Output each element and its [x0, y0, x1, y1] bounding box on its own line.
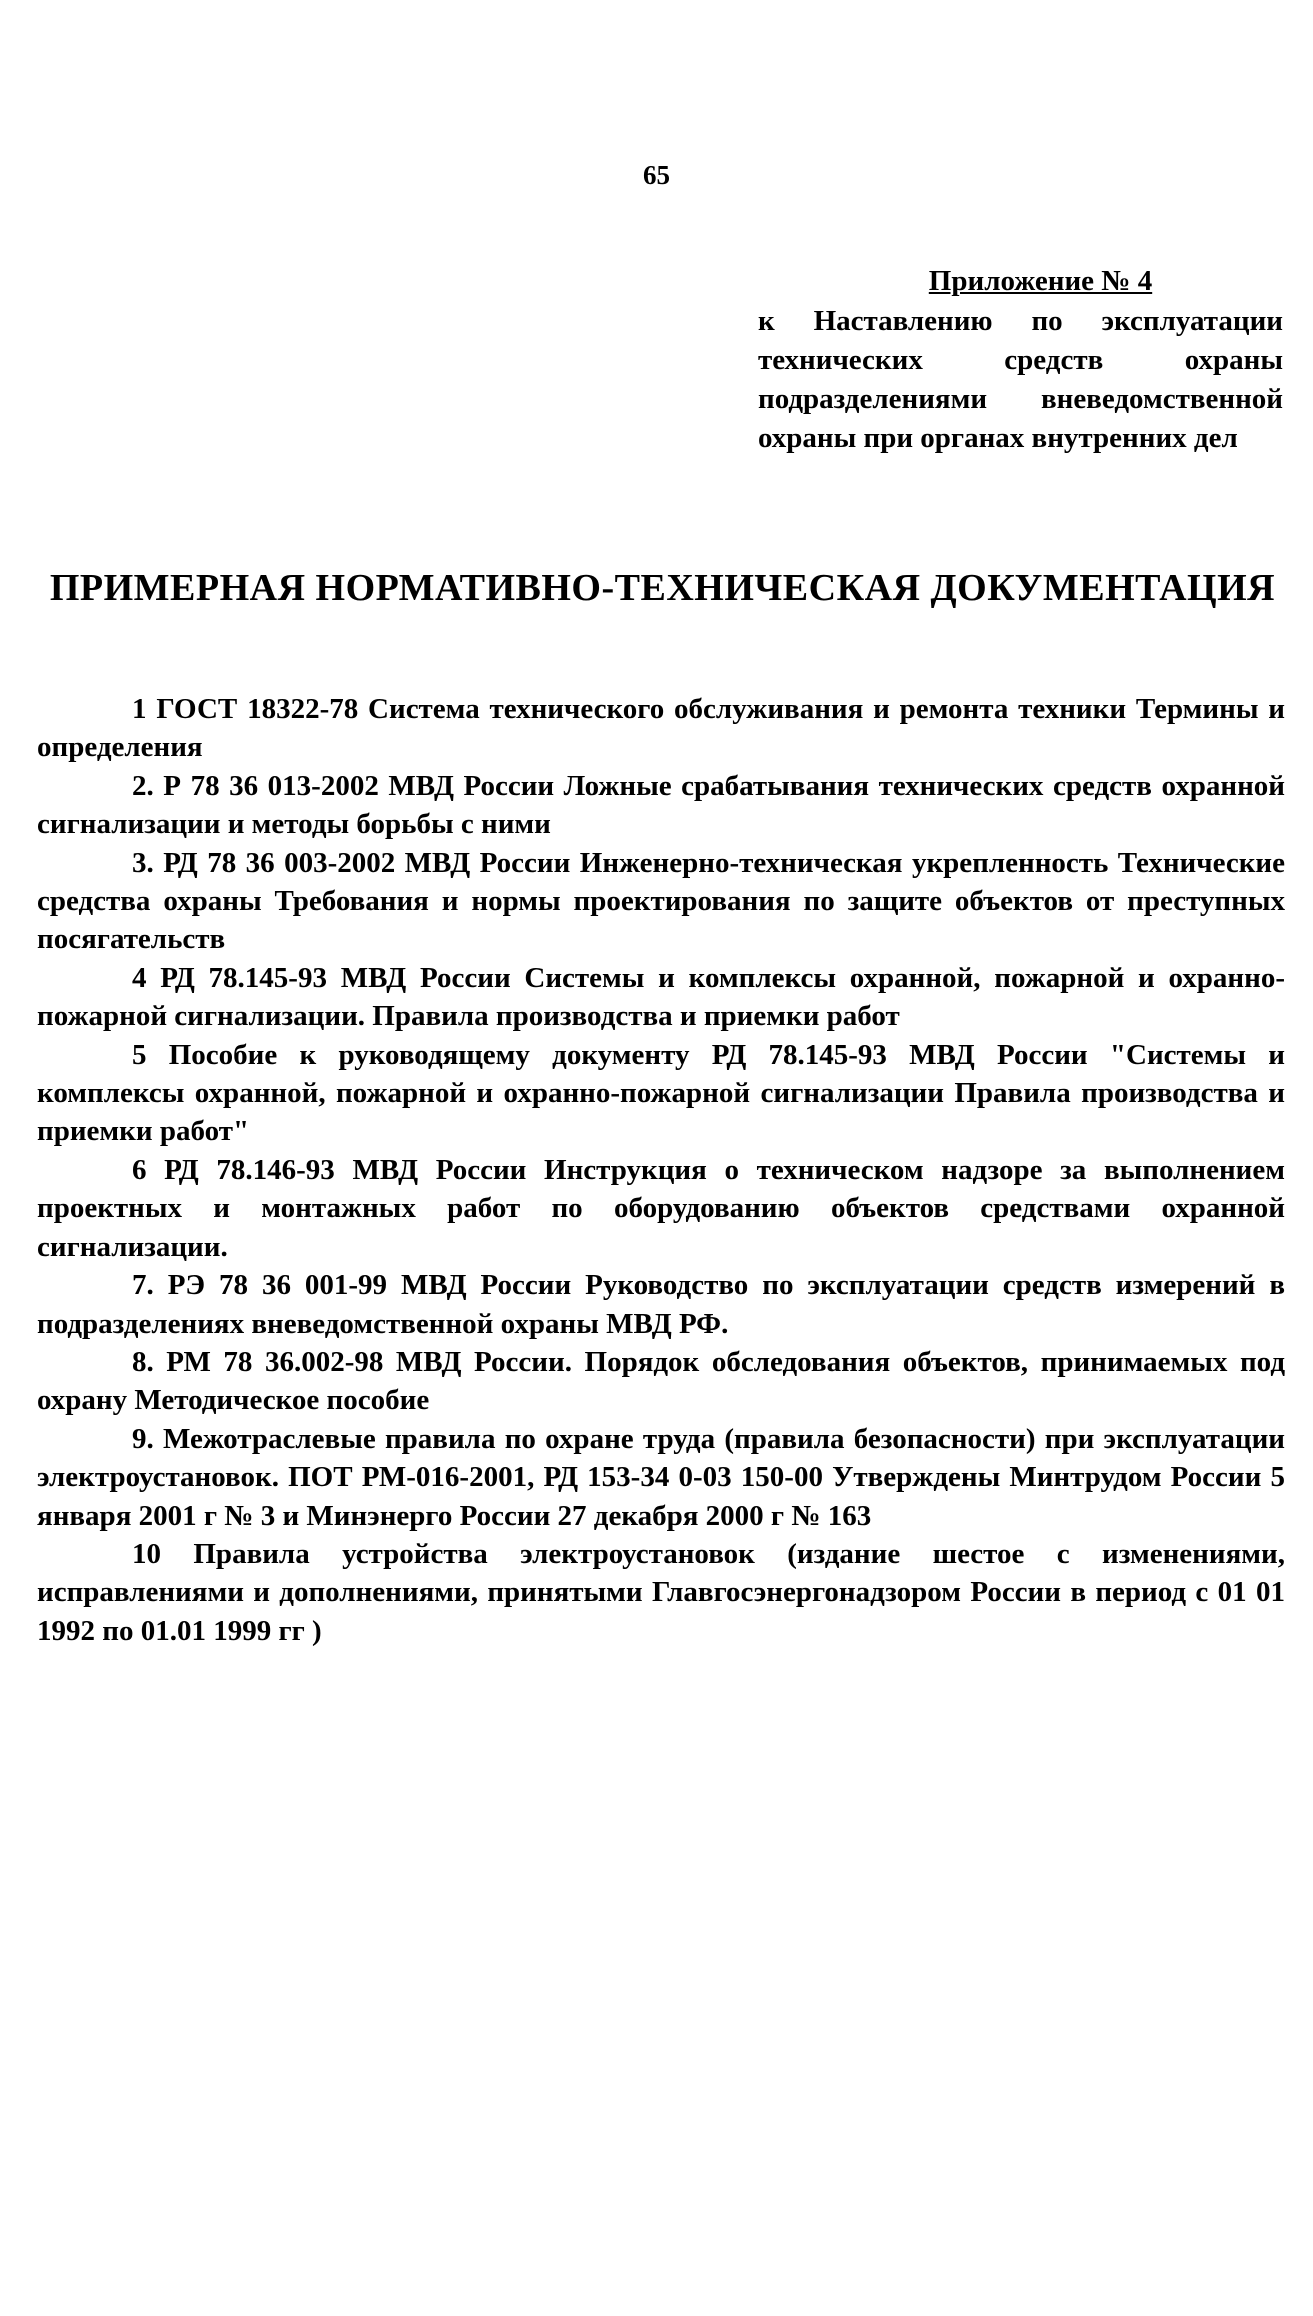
document-list	[37, 690, 1285, 1650]
list-item: 10 Правила устройства электроустановок (издание шестое с изменениями, исправлениями и дополнениями, принятыми Главгосэнергонадзором России в период с 01 01 1992 по 01.01 1999 гг )	[37, 1537, 1285, 1647]
appendix-block	[758, 262, 1283, 458]
list-item: 2. Р 78 36 013-2002 МВД России Ложные срабатывания технических средств охранной сигнализации и методы борьбы с ними	[37, 769, 1285, 841]
document-title: ПРИМЕРНАЯ НОРМАТИВНО-ТЕХНИЧЕСКАЯ ДОКУМЕНТАЦИЯ	[49, 567, 1276, 609]
list-item: 5 Пособие к руководящему документу РД 78.145-93 МВД России "Системы и комплексы охранной, пожарной и охранно-пожарной сигнализации Правила производства и приемки работ"	[37, 1038, 1285, 1148]
list-item: 3. РД 78 36 003-2002 МВД России Инженерно-техническая укрепленность Технические средства охраны Требования и нормы проектирования по защите объектов от преступных посягательств	[37, 846, 1285, 956]
list-item: 8. РМ 78 36.002-98 МВД России. Порядок обследования объектов, принимаемых под охрану Методическое пособие	[37, 1345, 1285, 1417]
list-item: 4 РД 78.145-93 МВД России Системы и комплексы охранной, пожарной и охранно-пожарной сигнализации. Правила производства и приемки работ	[37, 961, 1285, 1033]
list-item: 7. РЭ 78 36 001-99 МВД России Руководство по эксплуатации средств измерений в подразделениях вневедомственной охраны МВД РФ.	[37, 1269, 1285, 1340]
list-item: 6 РД 78.146-93 МВД России Инструкция о техническом надзоре за выполнением проектных и монтажных работ по оборудованию объектов средствами охранной сигнализации.	[37, 1153, 1285, 1263]
list-item: 1 ГОСТ 18322-78 Система технического обслуживания и ремонта техники Термины и определения	[37, 693, 1285, 764]
page-number: 65	[643, 160, 670, 190]
appendix-text: к Наставлению по эксплуатации технических средств охраны подразделениями вневедомственной охраны при органах внутренних дел	[758, 305, 1283, 454]
appendix-title: Приложение № 4	[928, 265, 1153, 297]
list-item: 9. Межотраслевые правила по охране труда (правила безопасности) при эксплуатации электроустановок. ПОТ РМ-016-2001, РД 153-34 0-03 150-00 Утверждены Минтрудом России 5 января 2001 г № 3 и Минэнерго России 27 декабря 2000 г № 163	[37, 1422, 1285, 1532]
